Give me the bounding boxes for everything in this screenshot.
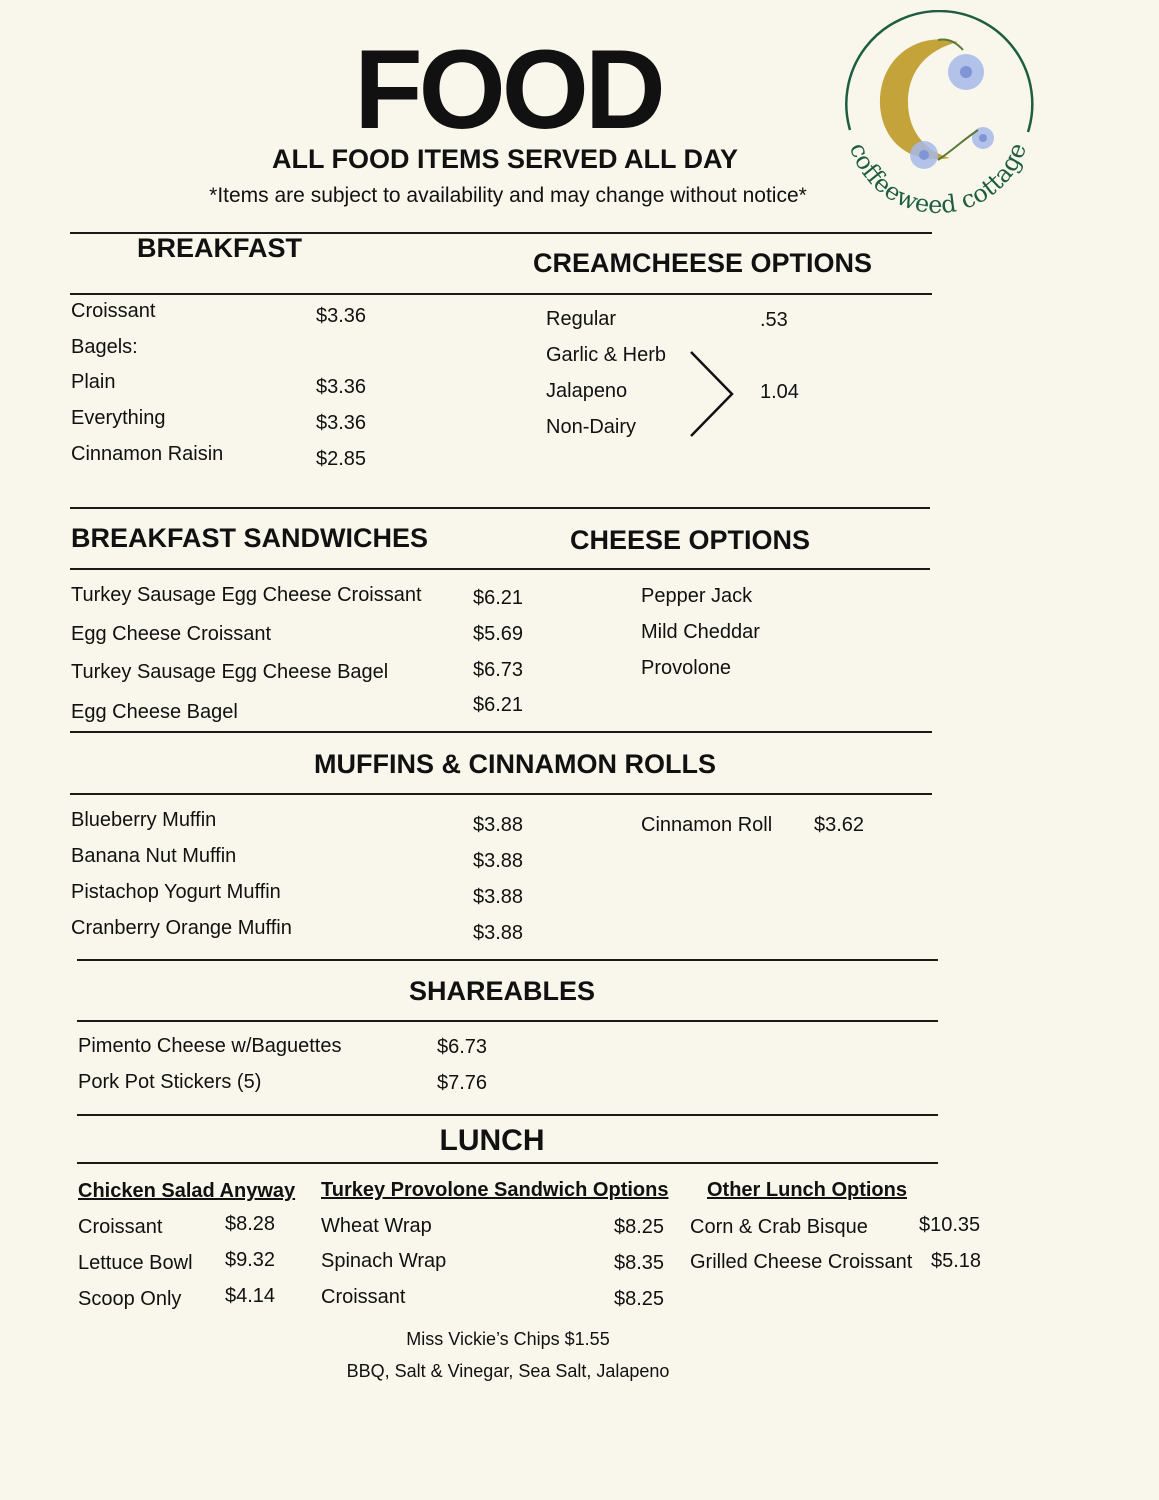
divider	[77, 1162, 938, 1164]
list-item-price: $8.25	[614, 1216, 665, 1238]
flower-icon	[910, 54, 994, 169]
divider	[70, 568, 930, 570]
list-item-name: Blueberry Muffin	[71, 809, 217, 831]
muffins-heading: MUFFINS & CINNAMON ROLLS	[314, 749, 716, 779]
list-item-price: $4.14	[225, 1285, 276, 1307]
coffeeweed-cottage-logo	[838, 10, 1043, 220]
list-item-price: $3.88	[473, 922, 524, 944]
list-item-price: $8.28	[225, 1213, 276, 1235]
list-item-name: Pimento Cheese w/Baguettes	[78, 1035, 342, 1057]
sandwiches-heading: BREAKFAST SANDWICHES	[71, 523, 429, 553]
list-item-price: $3.36	[316, 376, 367, 398]
list-item-name: Provolone	[641, 657, 732, 679]
chicken-salad-heading: Chicken Salad Anyway	[78, 1180, 296, 1202]
list-item-name: Egg Cheese Bagel	[71, 701, 238, 723]
lunch-heading: LUNCH	[439, 1124, 545, 1157]
divider	[77, 1114, 938, 1116]
list-item-price: $3.36	[316, 412, 367, 434]
list-item-name: Grilled Cheese Croissant	[690, 1251, 913, 1273]
list-item-price: $3.36	[316, 305, 367, 327]
list-item-price: $8.25	[614, 1288, 665, 1310]
list-item-price: $6.73	[437, 1036, 488, 1058]
list-item-name: Regular	[546, 308, 617, 330]
list-item-name: Plain	[71, 371, 116, 393]
divider	[70, 731, 932, 733]
logo-letter-c-icon	[880, 39, 958, 159]
list-item-price: $3.88	[473, 886, 524, 908]
chips-item: Miss Vickie’s Chips $1.55	[406, 1329, 610, 1349]
list-item-price: $3.88	[473, 850, 524, 872]
list-item-price: $2.85	[316, 448, 367, 470]
list-item-name: Cinnamon Roll	[641, 814, 773, 836]
list-item-name: Croissant	[321, 1286, 406, 1308]
list-item-name: Non-Dairy	[546, 416, 637, 438]
list-item-name: Turkey Sausage Egg Cheese Croissant	[71, 584, 422, 606]
list-item-price: $8.35	[614, 1252, 665, 1274]
page-title: FOOD	[354, 27, 662, 152]
breakfast-heading: BREAKFAST	[137, 233, 303, 263]
list-item-name: Banana Nut Muffin	[71, 845, 237, 867]
list-item-name: Jalapeno	[546, 380, 628, 402]
list-item-price: $7.76	[437, 1072, 488, 1094]
list-item-name: Croissant	[71, 300, 156, 322]
divider	[70, 793, 932, 795]
divider	[70, 293, 932, 295]
list-item-price: $6.21	[473, 694, 524, 716]
availability-note: *Items are subject to availability and may change without notice*	[209, 184, 807, 207]
list-item-name: Spinach Wrap	[321, 1250, 447, 1272]
list-item-name: Lettuce Bowl	[78, 1252, 193, 1274]
chevron-right-icon	[686, 348, 738, 440]
list-item-name: Scoop Only	[78, 1288, 182, 1310]
list-item-name: Mild Cheddar	[641, 621, 760, 643]
list-item-price: $5.69	[473, 623, 524, 645]
list-item-name: Everything	[71, 407, 166, 429]
chip-flavors: BBQ, Salt & Vinegar, Sea Salt, Jalapeno	[346, 1361, 670, 1381]
list-item-price: $6.73	[473, 659, 524, 681]
list-item-name: Wheat Wrap	[321, 1215, 432, 1237]
turkey-provolone-heading: Turkey Provolone Sandwich Options	[321, 1179, 669, 1201]
list-item-name: Pork Pot Stickers (5)	[78, 1071, 262, 1093]
list-item-price: $5.18	[931, 1250, 982, 1272]
logo-text: coffeeweed cottage	[843, 139, 1033, 220]
list-item-name: Cinnamon Raisin	[71, 443, 224, 465]
divider	[77, 959, 938, 961]
list-item-name: Bagels:	[71, 336, 138, 358]
list-item-name: Pepper Jack	[641, 585, 753, 607]
list-item-price: $10.35	[919, 1214, 981, 1236]
list-item-name: Turkey Sausage Egg Cheese Bagel	[71, 661, 389, 683]
divider	[70, 507, 930, 509]
list-item-name: Egg Cheese Croissant	[71, 623, 272, 645]
page-subtitle: ALL FOOD ITEMS SERVED ALL DAY	[271, 144, 739, 174]
divider	[77, 1020, 938, 1022]
list-item-price: $3.62	[814, 814, 865, 836]
list-item-price: $6.21	[473, 587, 524, 609]
cheese-heading: CHEESE OPTIONS	[570, 525, 811, 555]
list-item-name: Cranberry Orange Muffin	[71, 917, 292, 939]
list-item-name: Pistachop Yogurt Muffin	[71, 881, 281, 903]
list-item-price: 1.04	[760, 381, 799, 403]
list-item-name: Garlic & Herb	[546, 344, 667, 366]
list-item-price: $3.88	[473, 814, 524, 836]
creamcheese-heading: CREAMCHEESE OPTIONS	[533, 248, 873, 278]
list-item-price: .53	[760, 309, 788, 331]
other-lunch-heading: Other Lunch Options	[707, 1179, 907, 1201]
list-item-name: Corn & Crab Bisque	[690, 1216, 868, 1238]
list-item-name: Croissant	[78, 1216, 163, 1238]
shareables-heading: SHAREABLES	[408, 976, 596, 1006]
list-item-price: $9.32	[225, 1249, 276, 1271]
